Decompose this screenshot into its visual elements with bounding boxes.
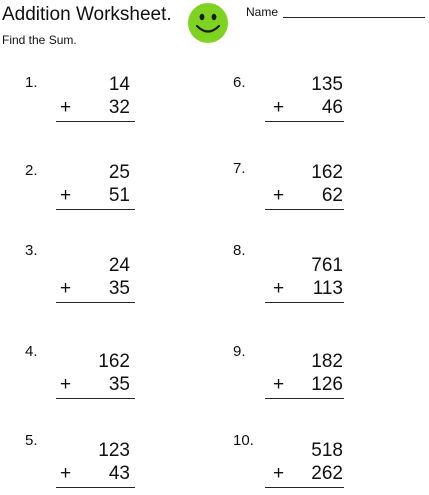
problem-number: 9.: [233, 343, 246, 360]
plus-sign: +: [273, 278, 285, 299]
problem-number: 6.: [233, 74, 246, 91]
answer-line[interactable]: [56, 121, 135, 122]
plus-sign: +: [60, 97, 72, 118]
addend-bottom: 62: [321, 185, 343, 206]
addend-bottom: 32: [108, 97, 130, 118]
addend-bottom: 51: [108, 185, 130, 206]
plus-sign: +: [60, 185, 72, 206]
problem-number: 4.: [25, 343, 38, 360]
addend-top: 182: [311, 351, 343, 372]
addend-bottom: 262: [311, 463, 343, 484]
problem-number: 3.: [25, 242, 38, 259]
addend-top: 761: [311, 255, 343, 276]
addend-top: 162: [98, 351, 130, 372]
problem-number: 2.: [25, 162, 38, 179]
smiley-face-icon: [187, 2, 229, 44]
problem-1: [25, 74, 135, 129]
addend-top: 162: [311, 162, 343, 183]
addend-bottom: 35: [108, 278, 130, 299]
addend-top: 135: [311, 74, 343, 95]
problem-number: 10.: [233, 432, 254, 449]
problem-number: 5.: [25, 432, 38, 449]
answer-line[interactable]: [56, 398, 135, 399]
answer-line[interactable]: [265, 398, 344, 399]
answer-line[interactable]: [265, 302, 344, 303]
problem-10: [233, 432, 343, 495]
problem-number: 1.: [25, 74, 38, 91]
addend-top: 123: [98, 440, 130, 461]
addend-top: 25: [108, 162, 130, 183]
problem-7: [233, 162, 343, 217]
problem-5: [25, 432, 135, 495]
addend-bottom: 43: [108, 463, 130, 484]
problem-3: [25, 242, 135, 310]
problem-2: [25, 162, 135, 217]
problem-9: [233, 343, 343, 406]
worksheet-title: Addition Worksheet.: [2, 4, 172, 25]
addend-top: 518: [311, 440, 343, 461]
plus-sign: +: [273, 374, 285, 395]
plus-sign: +: [273, 97, 285, 118]
addend-bottom: 113: [312, 278, 343, 299]
worksheet-instructions: Find the Sum.: [2, 33, 77, 47]
plus-sign: +: [273, 185, 285, 206]
addend-top: 14: [108, 74, 130, 95]
name-field[interactable]: [283, 17, 425, 18]
problem-4: [25, 343, 135, 406]
answer-line[interactable]: [265, 209, 344, 210]
name-label: Name: [246, 5, 279, 19]
answer-line[interactable]: [56, 302, 135, 303]
answer-line[interactable]: [56, 209, 135, 210]
plus-sign: +: [273, 463, 285, 484]
problem-8: [233, 242, 343, 310]
addend-top: 24: [108, 255, 130, 276]
addend-bottom: 35: [108, 374, 130, 395]
plus-sign: +: [60, 463, 72, 484]
problem-6: [233, 74, 343, 129]
problem-number: 8.: [233, 242, 246, 259]
plus-sign: +: [60, 278, 72, 299]
answer-line[interactable]: [265, 121, 344, 122]
plus-sign: +: [60, 374, 72, 395]
addend-bottom: 126: [311, 374, 343, 395]
problem-number: 7.: [233, 160, 246, 177]
addend-bottom: 46: [321, 97, 343, 118]
